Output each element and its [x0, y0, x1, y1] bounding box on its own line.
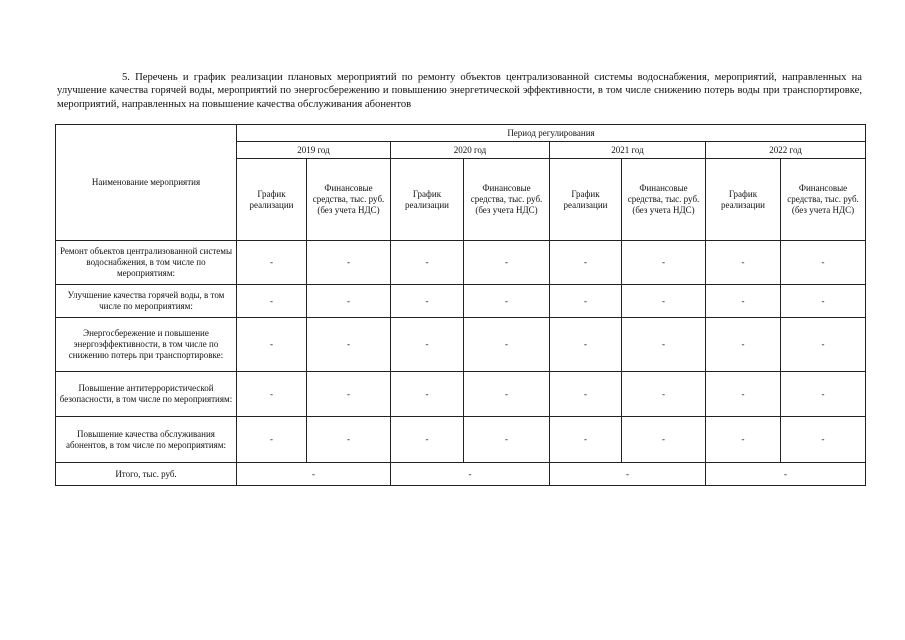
cell-value: - — [622, 318, 706, 372]
table-row — [56, 318, 866, 372]
cell-value: - — [391, 318, 464, 372]
cell-value: - — [706, 372, 781, 417]
cell-value: - — [307, 417, 391, 463]
cell-value: - — [464, 285, 550, 318]
finance-header: Финансовые средства, тыс. руб. (без учета НДС) — [622, 159, 706, 241]
cell-value: - — [706, 285, 781, 318]
cell-value: - — [237, 285, 307, 318]
cell-value: - — [622, 241, 706, 285]
total-row — [56, 463, 866, 486]
period-header: Период регулирования — [237, 125, 866, 142]
cell-value: - — [391, 285, 464, 318]
total-label: Итого, тыс. руб. — [56, 463, 237, 486]
finance-header: Финансовые средства, тыс. руб. (без учета НДС) — [781, 159, 866, 241]
cell-value: - — [781, 241, 866, 285]
cell-value: - — [706, 417, 781, 463]
year-header-2021: 2021 год — [550, 142, 706, 159]
cell-value: - — [622, 372, 706, 417]
cell-value: - — [237, 372, 307, 417]
cell-value: - — [550, 318, 622, 372]
activity-name: Энергосбережение и повышение энергоэффективности, в том числе по снижению потерь при транспортировке: — [56, 318, 237, 372]
table-row — [56, 417, 866, 463]
name-column-header: Наименование мероприятия — [56, 125, 237, 241]
cell-value: - — [464, 241, 550, 285]
cell-value: - — [464, 372, 550, 417]
cell-value: - — [307, 318, 391, 372]
cell-value: - — [550, 417, 622, 463]
finance-header: Финансовые средства, тыс. руб. (без учета НДС) — [464, 159, 550, 241]
cell-value: - — [391, 241, 464, 285]
activity-name: Повышение антитеррористической безопасности, в том числе по мероприятиям: — [56, 372, 237, 417]
cell-value: - — [307, 285, 391, 318]
activity-name: Повышение качества обслуживания абонентов, в том числе по мероприятиям: — [56, 417, 237, 463]
cell-value: - — [781, 318, 866, 372]
cell-value: - — [464, 417, 550, 463]
table-row — [56, 285, 866, 318]
schedule-header: График реализации — [391, 159, 464, 241]
cell-value: - — [237, 318, 307, 372]
cell-value: - — [550, 285, 622, 318]
year-header-2020: 2020 год — [391, 142, 550, 159]
schedule-header: График реализации — [550, 159, 622, 241]
schedule-header: График реализации — [237, 159, 307, 241]
table-row — [56, 241, 866, 285]
total-value-2021: - — [550, 463, 706, 486]
cell-value: - — [237, 241, 307, 285]
cell-value: - — [781, 372, 866, 417]
cell-value: - — [391, 372, 464, 417]
cell-value: - — [464, 318, 550, 372]
cell-value: - — [391, 417, 464, 463]
cell-value: - — [622, 285, 706, 318]
cell-value: - — [307, 372, 391, 417]
total-value-2022: - — [706, 463, 866, 486]
cell-value: - — [781, 417, 866, 463]
cell-value: - — [781, 285, 866, 318]
cell-value: - — [622, 417, 706, 463]
activity-name: Ремонт объектов централизованной системы водоснабжения, в том числе по мероприятиям: — [56, 241, 237, 285]
activities-table — [55, 124, 866, 486]
finance-header: Финансовые средства, тыс. руб. (без учета НДС) — [307, 159, 391, 241]
activity-name: Улучшение качества горячей воды, в том числе по мероприятиям: — [56, 285, 237, 318]
cell-value: - — [307, 241, 391, 285]
schedule-header: График реализации — [706, 159, 781, 241]
cell-value: - — [550, 372, 622, 417]
cell-value: - — [706, 318, 781, 372]
total-value-2020: - — [391, 463, 550, 486]
year-header-2019: 2019 год — [237, 142, 391, 159]
year-header-2022: 2022 год — [706, 142, 866, 159]
cell-value: - — [237, 417, 307, 463]
total-value-2019: - — [237, 463, 391, 486]
table-row — [56, 372, 866, 417]
cell-value: - — [550, 241, 622, 285]
cell-value: - — [706, 241, 781, 285]
section-heading: 5. Перечень и график реализации плановых мероприятий по ремонту объектов централизованной системы водоснабжения, мероприятий, направленных на улучшение качества горячей воды, мероприятий по энергосбережению и повышению энергетической эффективности, в том числе снижению потерь воды при транспортировке, мероприятий, направленных на повышение качества обслуживания абонентов — [57, 71, 862, 110]
